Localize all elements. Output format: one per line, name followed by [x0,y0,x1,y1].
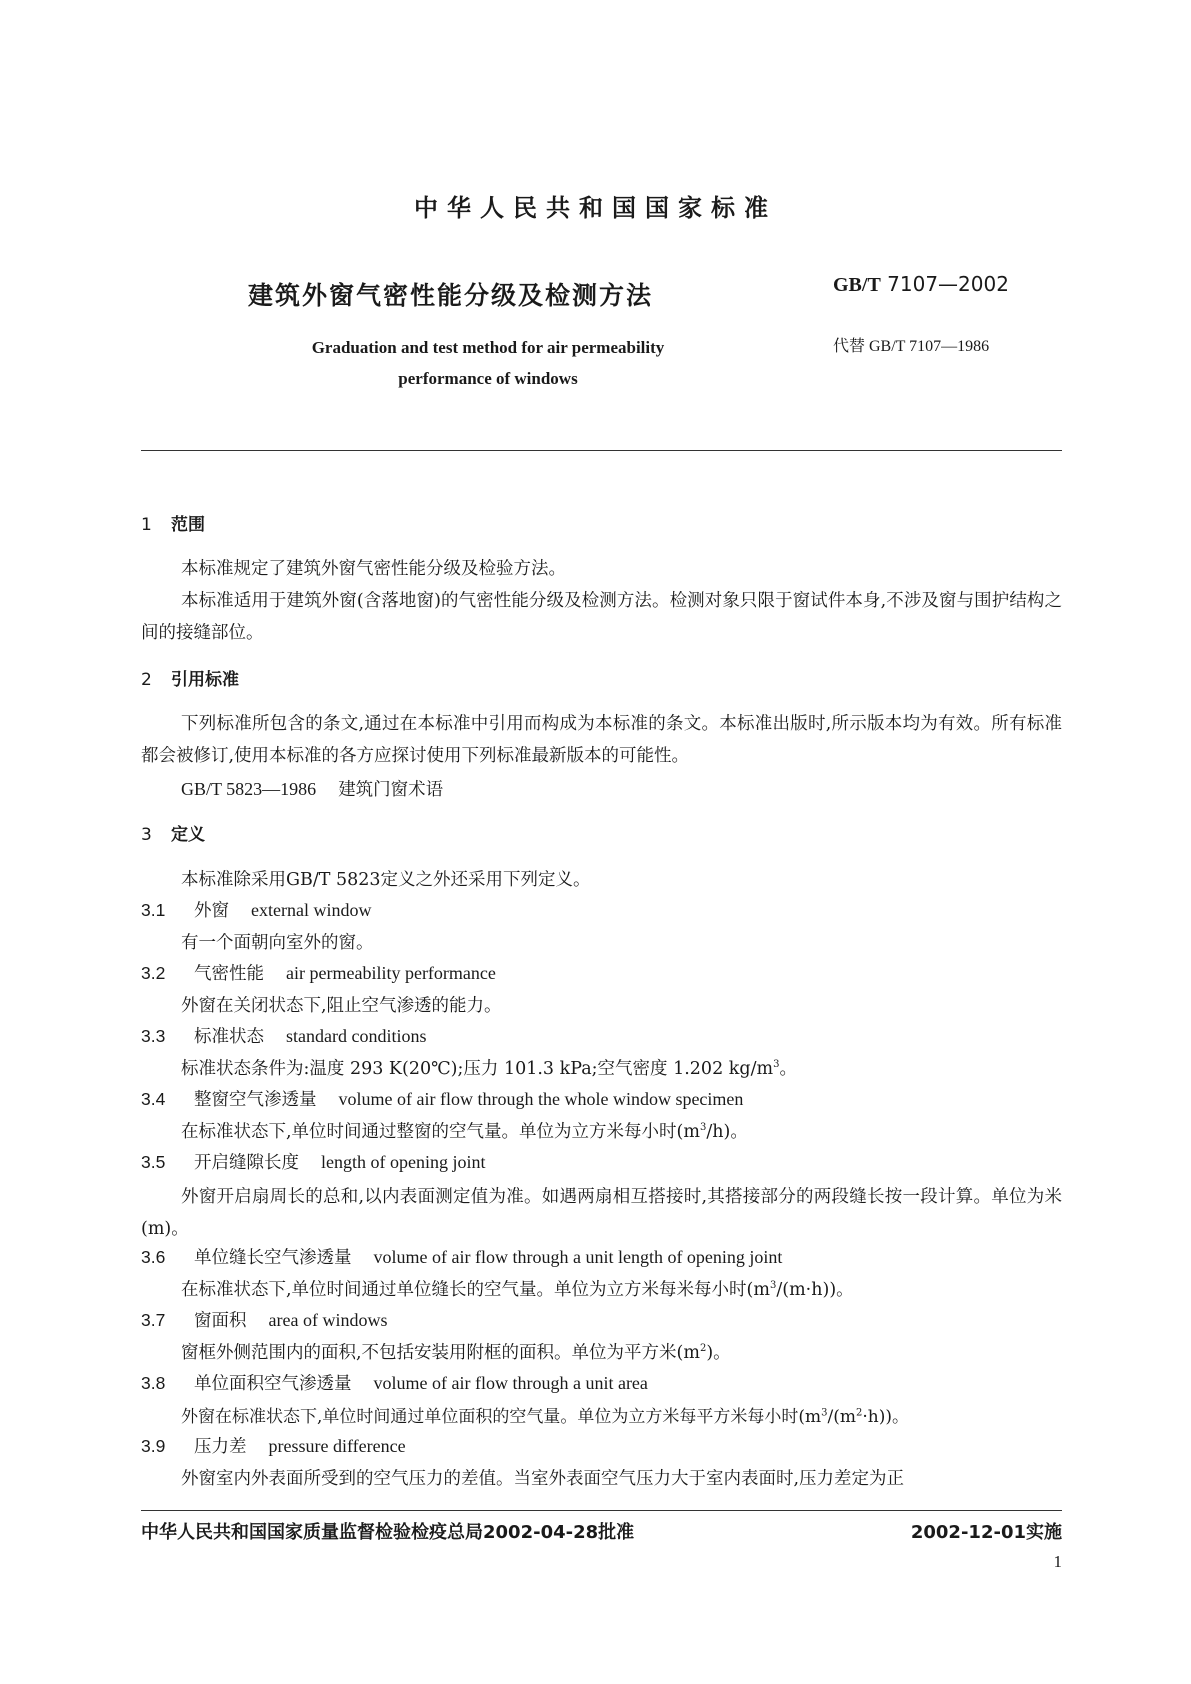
section-1-paragraph-1: 本标准规定了建筑外窗气密性能分级及检验方法。 [181,559,566,579]
term-zh: 窗面积 [194,1311,247,1331]
definition-3-2-desc: 外窗在关闭状态下,阻止空气渗透的能力。 [181,996,502,1016]
term-en: external window [251,900,372,920]
definition-3-1-term [141,897,371,922]
definition-number: 3.9 [141,1436,166,1456]
desc-text: 标准状态条件为:温度 293 K(20℃);压力 101.3 kPa;空气密度 1.202 kg/m [181,1059,774,1079]
section-1-heading [141,510,205,535]
superscript: 3 [821,1407,828,1419]
definition-3-4-desc [181,1118,748,1143]
section-title: 引用标准 [171,670,239,690]
document-title-zh: 建筑外窗气密性能分级及检测方法 [248,281,654,310]
desc-text-end: /(m·h))。 [776,1280,854,1300]
standard-number [833,272,1009,297]
reference-title: 建筑门窗术语 [338,780,444,800]
term-zh: 单位面积空气渗透量 [194,1374,352,1394]
superscript: 3 [773,1059,780,1071]
desc-text: 窗框外侧范围内的面积,不包括安装用附框的面积。单位为平方米(m [181,1343,700,1363]
superscript: 3 [699,1122,707,1134]
header-divider [141,450,1062,451]
definition-number: 3.8 [141,1373,166,1393]
definition-3-4-term [141,1086,743,1111]
definition-3-3-desc [181,1055,797,1080]
definition-3-9-term [141,1433,406,1458]
title-en-line-2: performance of windows [398,369,578,388]
replaces-standard: 代替 GB/T 7107—1986 [833,338,990,355]
definition-number: 3.6 [141,1247,166,1267]
definition-number: 3.4 [141,1089,166,1109]
definition-number: 3.2 [141,963,166,983]
section-3-heading [141,820,205,845]
document-title-en [248,332,728,394]
term-en: air permeability performance [286,963,496,983]
standard-prefix: GB/T [833,274,881,296]
desc-text-mid: /(m [827,1407,857,1427]
definition-3-2-term [141,960,496,985]
superscript-2: 2 [856,1407,863,1419]
desc-text: 外窗在标准状态下,单位时间通过单位面积的空气量。单位为立方米每平方米每小时(m [181,1407,822,1427]
national-standard-title: 中华人民共和国国家标准 [414,194,777,222]
term-zh: 气密性能 [194,964,264,984]
superscript: 2 [699,1343,707,1355]
section-number: 1 [141,515,152,535]
desc-text-end: ·h))。 [862,1407,910,1427]
term-en: volume of air flow through a unit area [373,1373,648,1393]
desc-text: 在标准状态下,单位时间通过单位缝长的空气量。单位为立方米每米每小时(m [181,1280,770,1300]
section-number: 3 [141,825,152,845]
term-zh: 单位缝长空气渗透量 [194,1248,352,1268]
term-en: volume of air flow through the whole window specimen [338,1089,744,1109]
section-1-paragraph-2: 本标准适用于建筑外窗(含落地窗)的气密性能分级及检测方法。检测对象只限于窗试件本身,不涉及窗与围护结构之间的接缝部位。 [141,591,1062,643]
definition-number: 3.5 [141,1152,166,1172]
reference-code: GB/T 5823—1986 [181,779,317,799]
term-zh: 外窗 [194,901,229,921]
term-zh: 整窗空气渗透量 [194,1090,317,1110]
implementation-date: 2002-12-01实施 [910,1522,1062,1543]
standard-code: 7107—2002 [887,272,1009,296]
definition-3-7-term [141,1307,387,1332]
term-zh: 压力差 [194,1437,247,1457]
definition-number: 3.3 [141,1026,166,1046]
term-en: area of windows [268,1310,388,1330]
definition-3-5-desc: 外窗开启扇周长的总和,以内表面测定值为准。如遇两扇相互搭接时,其搭接部分的两段缝长按一段计算。单位为米(m)。 [141,1187,1062,1239]
desc-text-end: /h)。 [706,1122,748,1142]
title-en-line-1: Graduation and test method for air permeability [311,338,665,357]
desc-text-end: )。 [706,1343,731,1363]
section-title: 范围 [171,515,205,535]
superscript: 3 [769,1280,777,1292]
term-en: length of opening joint [321,1152,486,1172]
term-en: pressure difference [268,1436,406,1456]
section-title: 定义 [171,825,205,845]
section-3-intro: 本标准除采用GB/T 5823定义之外还采用下列定义。 [181,870,591,890]
section-2-paragraph-1: 下列标准所包含的条文,通过在本标准中引用而构成为本标准的条文。本标准出版时,所示版本均为有效。所有标准都会被修订,使用本标准的各方应探讨使用下列标准最新版本的可能性。 [141,714,1062,766]
definition-3-8-desc [181,1402,909,1427]
term-en: volume of air flow through a unit length of opening joint [373,1247,783,1267]
definition-3-7-desc [181,1339,731,1364]
definition-number: 3.1 [141,900,166,920]
definition-3-6-desc [181,1276,854,1301]
section-2-heading [141,665,239,690]
normative-reference [181,776,443,801]
term-en: standard conditions [286,1026,427,1046]
definition-number: 3.7 [141,1310,166,1330]
desc-text: 在标准状态下,单位时间通过整窗的空气量。单位为立方米每小时(m [181,1122,700,1142]
definition-3-1-desc: 有一个面朝向室外的窗。 [181,933,374,953]
page-number: 1 [1053,1552,1062,1571]
definition-3-9-desc: 外窗室内外表面所受到的空气压力的差值。当室外表面空气压力大于室内表面时,压力差定为正 [181,1469,905,1489]
term-zh: 标准状态 [194,1027,264,1047]
footer-divider [141,1510,1062,1511]
definition-3-3-term [141,1023,426,1048]
definition-3-6-term [141,1244,782,1269]
desc-text-end: 。 [779,1059,797,1079]
definition-3-8-term [141,1370,648,1395]
definition-3-5-term [141,1149,485,1174]
section-number: 2 [141,670,152,690]
term-zh: 开启缝隙长度 [194,1153,299,1173]
approval-statement: 中华人民共和国国家质量监督检验检疫总局2002-04-28批准 [141,1522,635,1543]
